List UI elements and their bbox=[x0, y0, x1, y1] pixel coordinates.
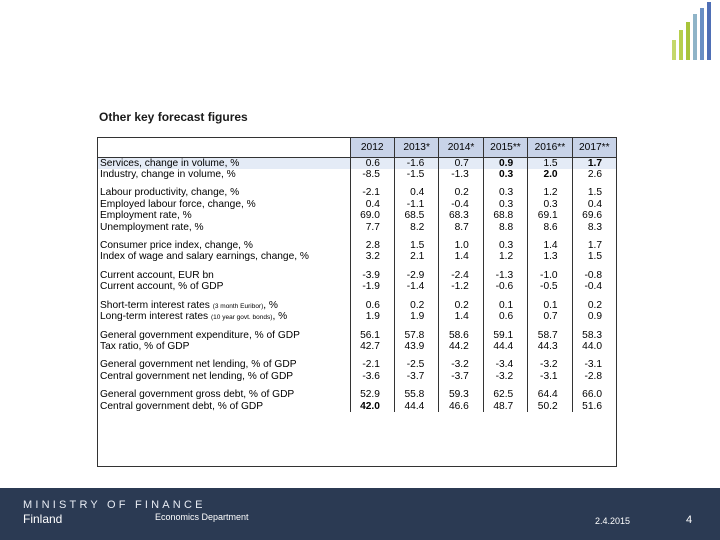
value-cell: -1.1 bbox=[394, 199, 438, 210]
spacer-cell bbox=[439, 263, 483, 270]
value-cell: 0.2 bbox=[439, 187, 483, 198]
spacer-cell bbox=[572, 263, 616, 270]
value-cell: 1.7 bbox=[572, 240, 616, 251]
spacer-cell bbox=[572, 382, 616, 389]
table-row bbox=[98, 311, 616, 322]
bar-mark bbox=[679, 30, 683, 60]
spacer-row bbox=[98, 352, 616, 359]
value-cell: -1.3 bbox=[483, 270, 527, 281]
value-cell: 51.6 bbox=[572, 401, 616, 412]
value-cell: 66.0 bbox=[572, 389, 616, 400]
row-label bbox=[98, 341, 350, 352]
bar-mark bbox=[700, 8, 704, 60]
spacer-cell bbox=[98, 263, 350, 270]
table-row bbox=[98, 401, 616, 412]
bar-mark bbox=[686, 22, 690, 60]
spacer-cell bbox=[528, 382, 572, 389]
value-cell: -1.4 bbox=[394, 281, 438, 292]
value-cell: -3.9 bbox=[350, 270, 394, 281]
table-row bbox=[98, 251, 616, 262]
value-cell: 46.6 bbox=[439, 401, 483, 412]
value-cell: 1.4 bbox=[439, 251, 483, 262]
value-cell: 0.1 bbox=[483, 300, 527, 311]
row-label bbox=[98, 330, 350, 341]
value-cell: -0.5 bbox=[528, 281, 572, 292]
value-cell: -1.6 bbox=[394, 157, 438, 169]
header-row bbox=[98, 138, 616, 157]
spacer-cell bbox=[483, 382, 527, 389]
column-header: 2013* bbox=[394, 138, 438, 157]
row-label bbox=[98, 222, 350, 233]
value-cell: 1.3 bbox=[528, 251, 572, 262]
bar-mark bbox=[707, 2, 711, 60]
row-label-text: Labour productivity, change, % bbox=[100, 187, 240, 199]
row-label-text: Unemployment rate, % bbox=[100, 221, 204, 233]
value-cell: 0.3 bbox=[483, 169, 527, 180]
spacer-cell bbox=[483, 180, 527, 187]
table-row bbox=[98, 169, 616, 180]
spacer-row bbox=[98, 263, 616, 270]
row-label-text: Employed labour force, change, % bbox=[100, 198, 256, 210]
value-cell: 52.9 bbox=[350, 389, 394, 400]
value-cell: 1.9 bbox=[350, 311, 394, 322]
value-cell: -3.6 bbox=[350, 371, 394, 382]
spacer-cell bbox=[394, 323, 438, 330]
row-label bbox=[98, 240, 350, 251]
row-label-text: General government expenditure, % of GDP bbox=[100, 329, 300, 341]
value-cell: 0.3 bbox=[483, 199, 527, 210]
spacer-row bbox=[98, 180, 616, 187]
value-cell: -1.0 bbox=[528, 270, 572, 281]
row-label bbox=[98, 210, 350, 221]
value-cell: -2.1 bbox=[350, 187, 394, 198]
value-cell: 1.4 bbox=[439, 311, 483, 322]
spacer-cell bbox=[350, 180, 394, 187]
value-cell: 0.7 bbox=[528, 311, 572, 322]
spacer-cell bbox=[98, 352, 350, 359]
bar-mark bbox=[672, 40, 676, 60]
value-cell: -8.5 bbox=[350, 169, 394, 180]
value-cell: 0.4 bbox=[394, 187, 438, 198]
value-cell: 44.4 bbox=[394, 401, 438, 412]
row-label-text: Short-term interest rates bbox=[100, 299, 210, 311]
value-cell: -0.6 bbox=[483, 281, 527, 292]
table-row bbox=[98, 210, 616, 221]
value-cell: 69.1 bbox=[528, 210, 572, 221]
value-cell: 69.6 bbox=[572, 210, 616, 221]
value-cell: 59.1 bbox=[483, 330, 527, 341]
row-label bbox=[98, 187, 350, 198]
spacer-cell bbox=[439, 382, 483, 389]
spacer-cell bbox=[572, 323, 616, 330]
table-row bbox=[98, 240, 616, 251]
value-cell: 2.1 bbox=[394, 251, 438, 262]
value-cell: 58.6 bbox=[439, 330, 483, 341]
value-cell: 8.3 bbox=[572, 222, 616, 233]
value-cell: 0.9 bbox=[483, 157, 527, 169]
row-label-text: Consumer price index, change, % bbox=[100, 240, 253, 252]
value-cell: 44.2 bbox=[439, 341, 483, 352]
row-label-text: Current account, EUR bn bbox=[100, 269, 214, 281]
value-cell: 44.4 bbox=[483, 341, 527, 352]
spacer-cell bbox=[483, 352, 527, 359]
value-cell: 64.4 bbox=[528, 389, 572, 400]
value-cell: -1.2 bbox=[439, 281, 483, 292]
spacer-cell bbox=[350, 382, 394, 389]
value-cell: 0.4 bbox=[572, 199, 616, 210]
row-label bbox=[98, 169, 350, 180]
spacer-cell bbox=[394, 180, 438, 187]
spacer-cell bbox=[439, 352, 483, 359]
value-cell: 0.6 bbox=[350, 157, 394, 169]
value-cell: 2.8 bbox=[350, 240, 394, 251]
row-label bbox=[98, 270, 350, 281]
spacer-cell bbox=[98, 180, 350, 187]
row-label-text: General government gross debt, % of GDP bbox=[100, 389, 295, 401]
spacer-cell bbox=[394, 263, 438, 270]
value-cell: 1.5 bbox=[394, 240, 438, 251]
value-cell: 7.7 bbox=[350, 222, 394, 233]
value-cell: 0.7 bbox=[439, 157, 483, 169]
spacer-cell bbox=[350, 233, 394, 240]
table-row bbox=[98, 281, 616, 292]
row-label bbox=[98, 311, 350, 322]
spacer-cell bbox=[439, 233, 483, 240]
spacer-row bbox=[98, 233, 616, 240]
value-cell: 0.2 bbox=[439, 300, 483, 311]
value-cell: 68.5 bbox=[394, 210, 438, 221]
row-label-text: Employment rate, % bbox=[100, 210, 192, 222]
value-cell: 43.9 bbox=[394, 341, 438, 352]
spacer-cell bbox=[350, 323, 394, 330]
row-label-text: Central government debt, % of GDP bbox=[100, 400, 264, 412]
row-label-text: Index of wage and salary earnings, change, % bbox=[100, 251, 309, 263]
value-cell: -2.4 bbox=[439, 270, 483, 281]
spacer-cell bbox=[439, 323, 483, 330]
header-label-cell bbox=[98, 138, 350, 157]
spacer-cell bbox=[350, 263, 394, 270]
table-row bbox=[98, 330, 616, 341]
value-cell: 62.5 bbox=[483, 389, 527, 400]
table-row bbox=[98, 187, 616, 198]
spacer-cell bbox=[528, 233, 572, 240]
value-cell: 0.3 bbox=[528, 199, 572, 210]
table-row bbox=[98, 222, 616, 233]
value-cell: 0.2 bbox=[394, 300, 438, 311]
value-cell: 8.7 bbox=[439, 222, 483, 233]
value-cell: 1.5 bbox=[572, 251, 616, 262]
value-cell: -3.7 bbox=[394, 371, 438, 382]
spacer-cell bbox=[98, 323, 350, 330]
value-cell: 1.0 bbox=[439, 240, 483, 251]
value-cell: 56.1 bbox=[350, 330, 394, 341]
page-number: 4 bbox=[686, 514, 693, 526]
value-cell: 55.8 bbox=[394, 389, 438, 400]
decorative-bars bbox=[670, 0, 720, 60]
value-cell: -3.2 bbox=[439, 359, 483, 370]
value-cell: 1.7 bbox=[572, 157, 616, 169]
value-cell: 1.4 bbox=[528, 240, 572, 251]
row-label bbox=[98, 281, 350, 292]
bar-mark bbox=[693, 14, 697, 60]
value-cell: 0.2 bbox=[572, 300, 616, 311]
value-cell: 2.6 bbox=[572, 169, 616, 180]
spacer-row bbox=[98, 382, 616, 389]
spacer-cell bbox=[528, 180, 572, 187]
row-label-text: Industry, change in volume, % bbox=[100, 168, 236, 180]
value-cell: 8.2 bbox=[394, 222, 438, 233]
column-header: 2014* bbox=[439, 138, 483, 157]
value-cell: -2.8 bbox=[572, 371, 616, 382]
spacer-cell bbox=[572, 352, 616, 359]
row-label-suffix: , % bbox=[263, 299, 278, 311]
spacer-cell bbox=[528, 263, 572, 270]
spacer-row bbox=[98, 293, 616, 300]
spacer-cell bbox=[394, 382, 438, 389]
spacer-cell bbox=[439, 180, 483, 187]
value-cell: -1.3 bbox=[439, 169, 483, 180]
value-cell: 8.6 bbox=[528, 222, 572, 233]
table-body bbox=[98, 157, 616, 412]
spacer-cell bbox=[394, 293, 438, 300]
slide-title: Other key forecast figures bbox=[99, 110, 248, 124]
spacer-row bbox=[98, 323, 616, 330]
value-cell: -2.9 bbox=[394, 270, 438, 281]
row-label bbox=[98, 401, 350, 412]
value-cell: 0.4 bbox=[350, 199, 394, 210]
value-cell: 58.7 bbox=[528, 330, 572, 341]
spacer-cell bbox=[394, 233, 438, 240]
table-row bbox=[98, 359, 616, 370]
row-label-suffix: , % bbox=[272, 311, 288, 323]
value-cell: -3.7 bbox=[439, 371, 483, 382]
row-label-text: Central government net lending, % of GDP bbox=[100, 370, 294, 382]
spacer-cell bbox=[572, 233, 616, 240]
department-name: Economics Department bbox=[155, 512, 249, 522]
table-row bbox=[98, 371, 616, 382]
value-cell: 42.7 bbox=[350, 341, 394, 352]
table-row bbox=[98, 157, 616, 169]
country-name: Finland bbox=[23, 512, 63, 526]
value-cell: 0.9 bbox=[572, 311, 616, 322]
value-cell: -0.8 bbox=[572, 270, 616, 281]
value-cell: -0.4 bbox=[439, 199, 483, 210]
value-cell: -3.1 bbox=[572, 359, 616, 370]
value-cell: 2.0 bbox=[528, 169, 572, 180]
value-cell: 48.7 bbox=[483, 401, 527, 412]
value-cell: 0.1 bbox=[528, 300, 572, 311]
value-cell: -0.4 bbox=[572, 281, 616, 292]
value-cell: 3.2 bbox=[350, 251, 394, 262]
row-label bbox=[98, 157, 350, 169]
value-cell: 0.6 bbox=[350, 300, 394, 311]
value-cell: 68.3 bbox=[439, 210, 483, 221]
column-header: 2015** bbox=[483, 138, 527, 157]
column-header: 2012 bbox=[350, 138, 394, 157]
column-header: 2017** bbox=[572, 138, 616, 157]
ministry-name: MINISTRY OF FINANCE bbox=[23, 499, 206, 511]
value-cell: -3.4 bbox=[483, 359, 527, 370]
row-label bbox=[98, 300, 350, 311]
footer-bar bbox=[0, 488, 720, 540]
value-cell: 59.3 bbox=[439, 389, 483, 400]
value-cell: 1.2 bbox=[483, 251, 527, 262]
spacer-cell bbox=[572, 180, 616, 187]
table-row bbox=[98, 270, 616, 281]
spacer-cell bbox=[528, 323, 572, 330]
row-label bbox=[98, 251, 350, 262]
column-header: 2016** bbox=[528, 138, 572, 157]
value-cell: 58.3 bbox=[572, 330, 616, 341]
row-label-text: Long-term interest rates bbox=[100, 311, 209, 323]
row-label bbox=[98, 199, 350, 210]
row-label bbox=[98, 389, 350, 400]
value-cell: -3.2 bbox=[483, 371, 527, 382]
forecast-table-frame bbox=[97, 137, 617, 467]
spacer-cell bbox=[528, 352, 572, 359]
spacer-cell bbox=[98, 293, 350, 300]
value-cell: 0.3 bbox=[483, 240, 527, 251]
row-label-sub: (3 month Euribor) bbox=[212, 302, 264, 310]
value-cell: 1.9 bbox=[394, 311, 438, 322]
spacer-cell bbox=[483, 293, 527, 300]
value-cell: -2.5 bbox=[394, 359, 438, 370]
value-cell: -1.5 bbox=[394, 169, 438, 180]
row-label-text: Services, change in volume, % bbox=[100, 157, 240, 169]
spacer-cell bbox=[394, 352, 438, 359]
spacer-cell bbox=[98, 382, 350, 389]
table-row bbox=[98, 341, 616, 352]
value-cell: 50.2 bbox=[528, 401, 572, 412]
value-cell: 68.8 bbox=[483, 210, 527, 221]
value-cell: -3.1 bbox=[528, 371, 572, 382]
forecast-table bbox=[98, 138, 616, 412]
spacer-cell bbox=[483, 263, 527, 270]
value-cell: 1.5 bbox=[528, 157, 572, 169]
spacer-cell bbox=[439, 293, 483, 300]
spacer-cell bbox=[483, 323, 527, 330]
row-label-text: General government net lending, % of GDP bbox=[100, 359, 297, 371]
value-cell: 44.3 bbox=[528, 341, 572, 352]
spacer-cell bbox=[350, 352, 394, 359]
row-label-text: Tax ratio, % of GDP bbox=[100, 340, 190, 352]
value-cell: -3.2 bbox=[528, 359, 572, 370]
row-label bbox=[98, 371, 350, 382]
value-cell: 1.5 bbox=[572, 187, 616, 198]
spacer-cell bbox=[528, 293, 572, 300]
slide-date: 2.4.2015 bbox=[595, 516, 631, 526]
value-cell: 69.0 bbox=[350, 210, 394, 221]
spacer-cell bbox=[572, 293, 616, 300]
value-cell: 1.2 bbox=[528, 187, 572, 198]
spacer-cell bbox=[350, 293, 394, 300]
table-row bbox=[98, 300, 616, 311]
value-cell: 57.8 bbox=[394, 330, 438, 341]
spacer-cell bbox=[483, 233, 527, 240]
spacer-cell bbox=[98, 233, 350, 240]
row-label-text: Current account, % of GDP bbox=[100, 281, 224, 293]
value-cell: 42.0 bbox=[350, 401, 394, 412]
value-cell: 8.8 bbox=[483, 222, 527, 233]
value-cell: -1.9 bbox=[350, 281, 394, 292]
value-cell: 0.3 bbox=[483, 187, 527, 198]
row-label bbox=[98, 359, 350, 370]
value-cell: 44.0 bbox=[572, 341, 616, 352]
value-cell: 0.6 bbox=[483, 311, 527, 322]
table-row bbox=[98, 199, 616, 210]
value-cell: -2.1 bbox=[350, 359, 394, 370]
table-row bbox=[98, 389, 616, 400]
row-label-sub: (10 year govt. bonds) bbox=[211, 314, 273, 322]
